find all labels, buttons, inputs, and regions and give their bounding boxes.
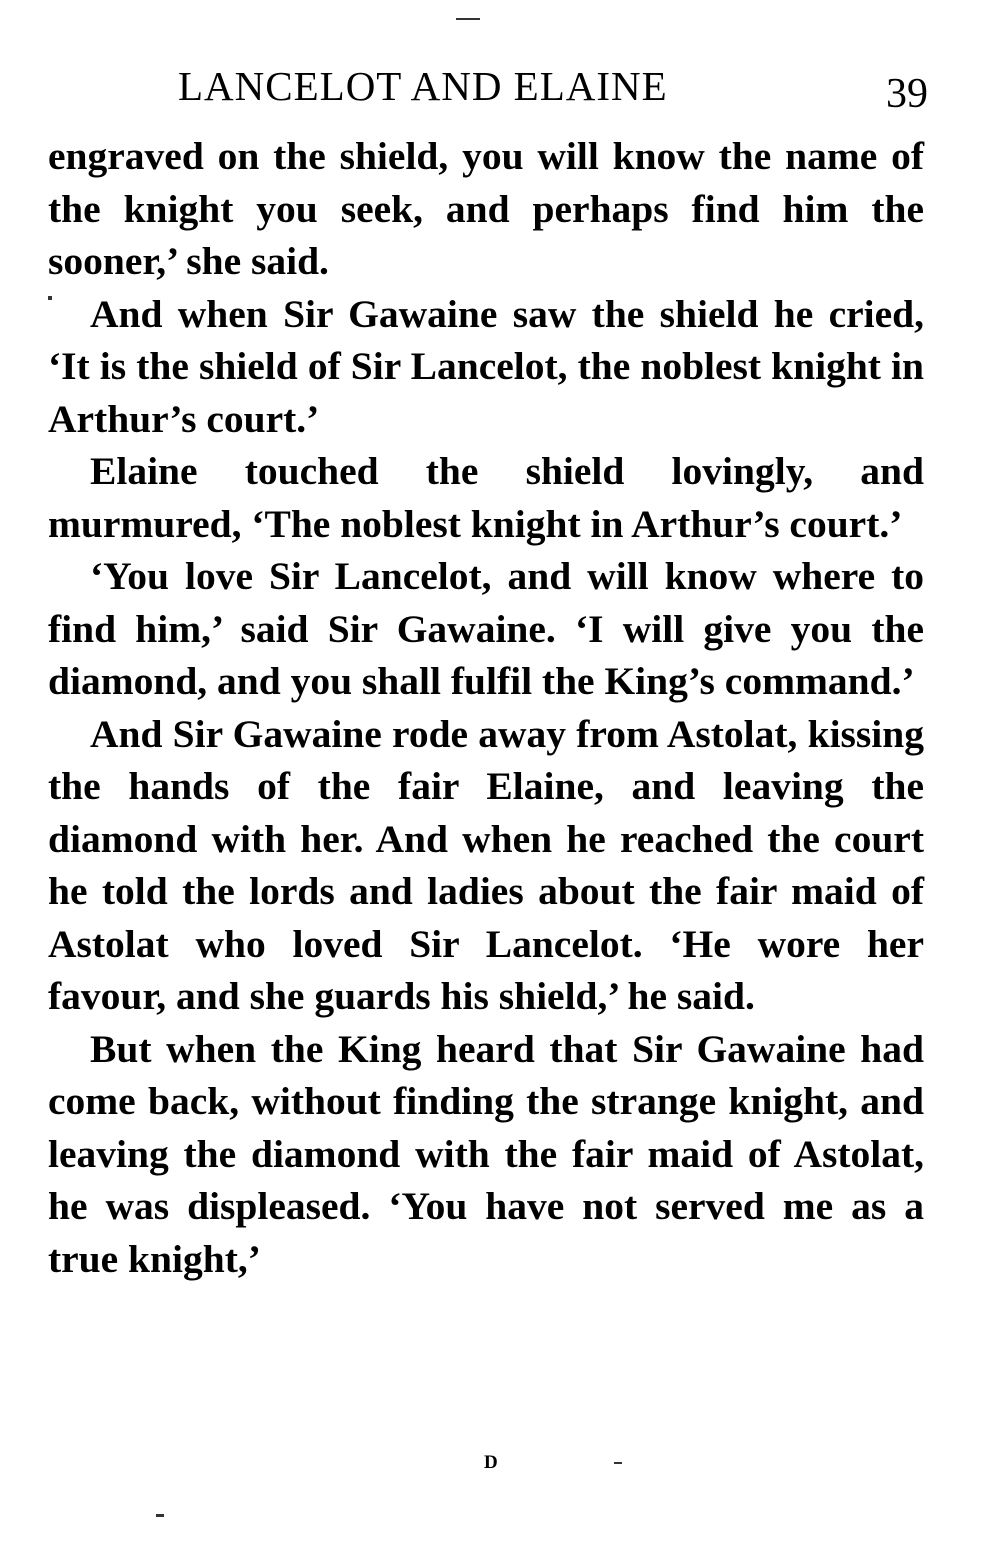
paragraph: But when the King heard that Sir Gawaine had come back, without finding the strange knight, and leaving the diamond with the fair maid of Astolat, he was displeased. ‘You have not served me as a true knight,’ — [48, 1026, 924, 1281]
page-number: 39 — [886, 71, 928, 117]
print-speck — [456, 18, 480, 20]
body-text — [48, 130, 924, 1285]
print-speck — [48, 296, 52, 300]
print-speck — [614, 1462, 622, 1464]
running-head — [178, 62, 928, 122]
signature-mark: D — [484, 1452, 499, 1473]
paragraph: And Sir Gawaine rode away from Astolat, kissing the hands of the fair Elaine, and leaving the diamond with her. And when he reached the court he told the lords and ladies about the fair maid of Astolat who loved Sir Lancelot. ‘He wore her favour, and she guards his shield,’ he said. — [48, 711, 924, 1018]
paragraph: engraved on the shield, you will know the name of the knight you seek, and perhaps find him the sooner,’ she said. — [48, 134, 924, 283]
paragraph: Elaine touched the shield lovingly, and murmured, ‘The noblest knight in Arthur’s court.’ — [48, 449, 924, 546]
paragraph: And when Sir Gawaine saw the shield he cried, ‘It is the shield of Sir Lancelot, the noblest knight in Arthur’s court.’ — [48, 291, 924, 441]
running-title: LANCELOT AND ELAINE — [178, 63, 668, 109]
print-speck — [156, 1514, 164, 1517]
paragraph: ‘You love Sir Lancelot, and will know where to find him,’ said Sir Gawaine. ‘I will give you the diamond, and you shall fulfil the King’s command.’ — [48, 554, 924, 703]
